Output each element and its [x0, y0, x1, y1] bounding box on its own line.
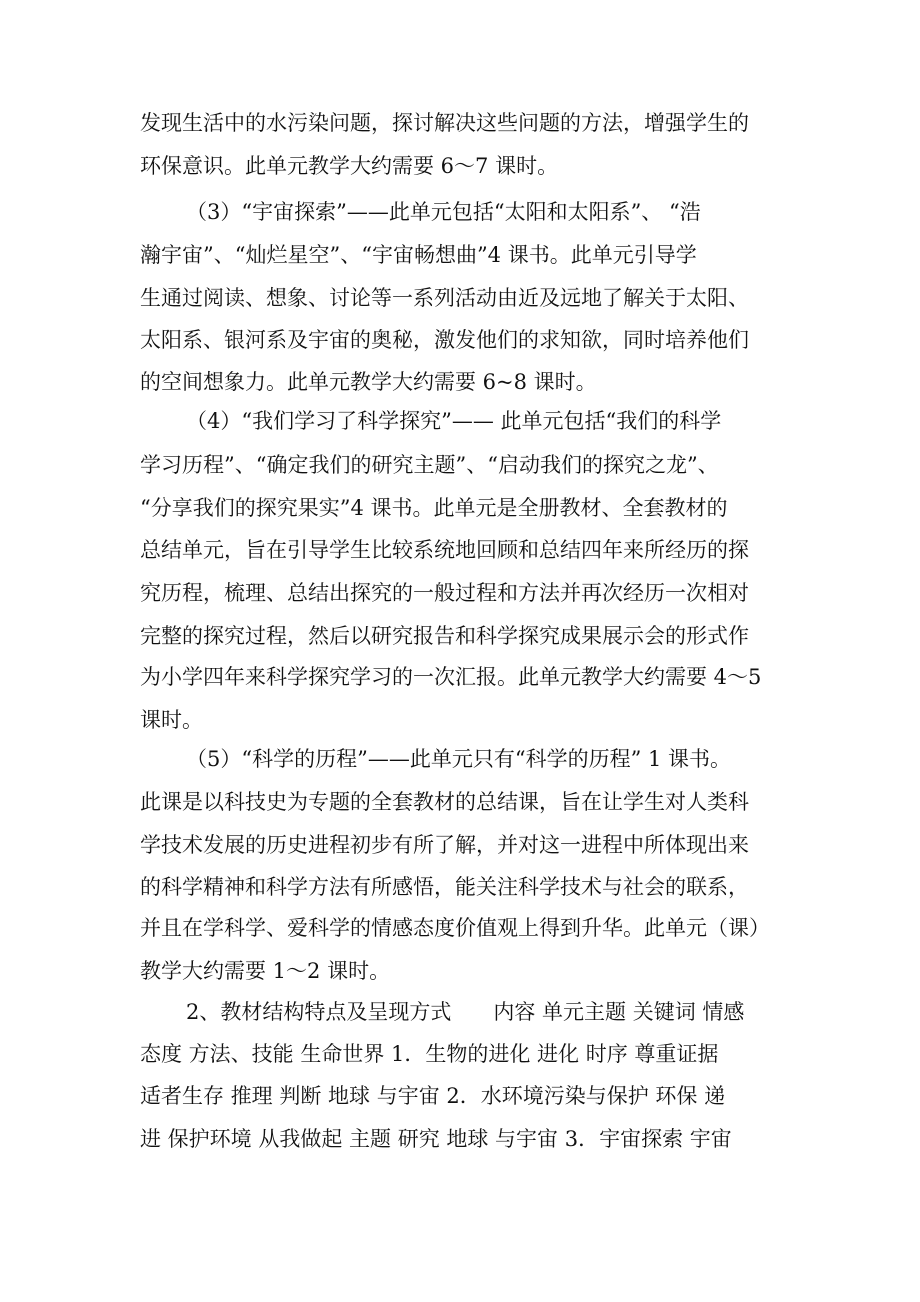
text-line: “分享我们的探究果实”4 课书。此单元是全册教材、全套教材的: [140, 496, 728, 520]
text-line: 完整的探究过程，然后以研究报告和科学探究成果展示会的形式作: [140, 624, 749, 648]
text-line: 太阳系、银河系及宇宙的奥秘，激发他们的求知欲，同时培养他们: [140, 328, 749, 352]
text-line: 课时。: [140, 708, 203, 732]
text-line: 究历程，梳理、总结出探究的一般过程和方法并再次经历一次相对: [140, 581, 749, 605]
text-line: 的科学精神和科学方法有所感悟，能关注科学技术与社会的联系，: [140, 875, 749, 899]
text-line: 发现生活中的水污染问题，探讨解决这些问题的方法，增强学生的: [140, 111, 749, 135]
paragraph-start-line: （3）“宇宙探索”——此单元包括“太阳和太阳系”、 “浩: [186, 200, 701, 224]
paragraph-start-line: （5）“科学的历程”——此单元只有“科学的历程” 1 课书。: [186, 747, 732, 771]
text-line: 瀚宇宙”、“灿烂星空”、“宇宙畅想曲”4 课书。此单元引导学: [140, 243, 697, 267]
text-line: 环保意识。此单元教学大约需要 6～7 课时。: [140, 154, 559, 178]
text-line: 教学大约需要 1～2 课时。: [140, 959, 391, 983]
text-line: 态度 方法、技能 生命世界 1．生物的进化 进化 时序 尊重证据: [140, 1042, 719, 1066]
text-line: 学习历程”、“确定我们的研究主题”、“启动我们的探究之龙”、: [140, 453, 719, 477]
text-line: 生通过阅读、想象、讨论等一系列活动由近及远地了解关于太阳、: [140, 286, 749, 310]
text-line: 此课是以科技史为专题的全套教材的总结课，旨在让学生对人类科: [140, 790, 749, 814]
text-line: 适者生存 推理 判断 地球 与宇宙 2．水环境污染与保护 环保 递: [140, 1084, 726, 1108]
text-line: 并且在学科学、爱科学的情感态度价值观上得到升华。此单元（课）: [140, 916, 770, 940]
paragraph-start-line: （4）“我们学习了科学探究”—— 此单元包括“我们的科学: [186, 409, 722, 433]
text-line: 学技术发展的历史进程初步有所了解，并对这一进程中所体现出来: [140, 833, 749, 857]
text-line: 总结单元，旨在引导学生比较系统地回顾和总结四年来所经历的探: [140, 538, 749, 562]
paragraph-start-line: 2、教材结构特点及呈现方式 内容 单元主题 关键词 情感: [186, 1000, 745, 1024]
text-line: 进 保护环境 从我做起 主题 研究 地球 与宇宙 3．宇宙探索 宇宙: [140, 1127, 732, 1151]
text-line: 的空间想象力。此单元教学大约需要 6~8 课时。: [140, 370, 597, 394]
text-line: 为小学四年来科学探究学习的一次汇报。此单元教学大约需要 4～5: [140, 665, 762, 689]
